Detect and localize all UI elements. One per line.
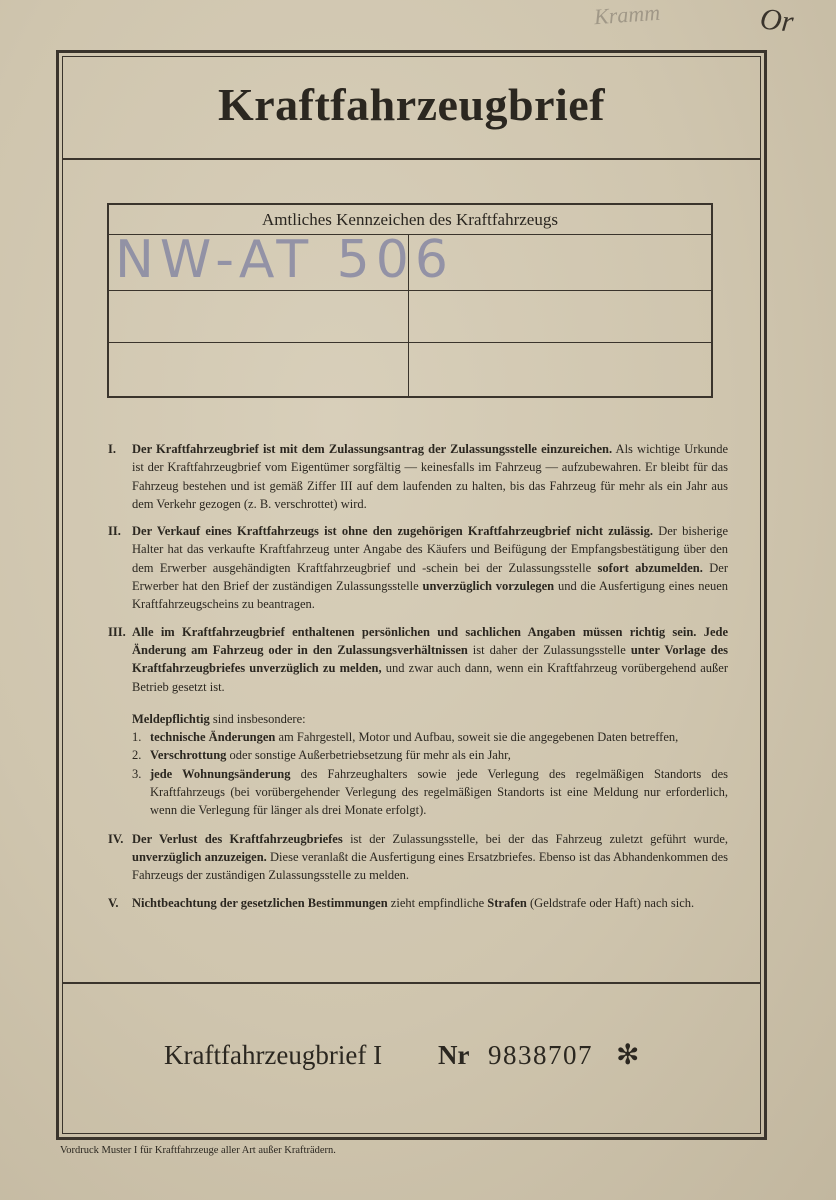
list-item-text: des Fahrzeughalters sowie jede Verlegung des regelmäßigen Standorts des Kraftfahrzeugs (bei vorübergehender Verlegung des regelmäßigen Standorts ist eine Meldung nur erforderlich, wenn die Verlegung für länger als drei Monate erfolgt). — [150, 766, 729, 818]
section-number: III. — [108, 624, 126, 639]
form-imprint: Vordruck Muster I für Kraftfahrzeuge aller Art außer Krafträdern. — [60, 1145, 336, 1156]
section-emphasis: unverzüglich anzuzeigen. — [132, 849, 267, 864]
instructions — [108, 440, 728, 921]
reporting-obligations — [132, 710, 728, 820]
section-body: Der bisherige Halter hat das verkaufte Kraftfahrzeug unter Angabe des Käufers und Beifügung der Empfangsbestätigung über den dem Erwerber ausgehändigten Kraftfahrzeugbrief und -schein bei der Zulassungsstelle — [132, 524, 728, 575]
section-body: (Geldstrafe oder Haft) nach sich. — [530, 895, 695, 910]
list-item — [132, 728, 728, 746]
section-i — [108, 440, 728, 513]
section-body: Als wichtige Urkunde ist der Kraftfahrzeugbrief vom Eigentümer sorgfältig — keinesfalls im Fahrzeug — aufzubewahren. Er bleibt für das Fahrzeug bestehen und ist gemäß Ziffer III auf dem laufenden zu halten, bis das Fahrzeug für mehr als ein Jahr aus dem Verkehr gezogen (z. B. verschrottet) wird. — [132, 442, 728, 511]
reporting-heading-rest: sind insbesondere: — [212, 711, 306, 726]
section-body: ist daher der Zulassungsstelle — [472, 642, 626, 657]
handwritten-note-top: Kramm — [593, 0, 661, 30]
list-item-emphasis: Verschrottung — [150, 748, 227, 763]
section-v — [108, 894, 728, 912]
title-divider — [62, 158, 761, 160]
list-number: 1. — [132, 730, 142, 745]
section-body: Diese veranlaßt die Ausfertigung eines Ersatzbriefes. Ebenso ist das Abhandenkommen des Fahrzeugs der zuständigen Zulassungsstelle zu melden. — [132, 849, 729, 883]
list-number: 2. — [132, 748, 142, 763]
reporting-list — [132, 728, 728, 819]
section-lead: Nichtbeachtung der gesetzlichen Bestimmungen — [132, 895, 388, 910]
star-icon: ✻ — [616, 1040, 640, 1071]
section-lead: Alle im Kraftfahrzeugbrief enthaltenen persönlichen und sachlichen Angaben müssen richtig sein. Jede Änderung am Fahrzeug oder in den Zulassungsverhältnissen — [132, 624, 728, 657]
number-label: Nr — [438, 1040, 470, 1070]
list-item-emphasis: jede Wohnungsänderung — [150, 766, 291, 781]
handwritten-mark-corner: Or — [758, 2, 796, 39]
section-lead: Der Verkauf eines Kraftfahrzeugs ist ohne den zugehörigen Kraftfahrzeugbrief nicht zulässig. — [132, 524, 653, 539]
section-iv — [108, 830, 728, 885]
plate-number-stamp: NW-AT 506 — [115, 230, 454, 290]
document-number: 9838707 — [488, 1040, 593, 1070]
list-number: 3. — [132, 766, 142, 781]
section-body: zieht empfindliche — [390, 895, 485, 910]
section-body: und zwar auch dann, wenn ein Kraftfahrzeug vorübergehend außer Betrieb gesetzt ist. — [132, 661, 729, 694]
section-emphasis: unverzüglich vorzulegen — [422, 579, 555, 594]
reporting-heading: Meldepflichtig — [132, 711, 210, 726]
section-body: und die Ausfertigung eines neuen Kraftfahrzeugscheins zu beantragen. — [132, 579, 729, 612]
document-title: Kraftfahrzeugbrief — [217, 79, 606, 130]
plate-label: Amtliches Kennzeichen des Kraftfahrzeugs — [262, 210, 558, 229]
list-item-text: oder sonstige Außerbetriebsetzung für mehr als ein Jahr, — [229, 748, 511, 763]
section-emphasis: Strafen — [487, 895, 527, 910]
plate-row-line — [107, 290, 713, 291]
plate-row-line — [107, 342, 713, 343]
section-number: IV. — [108, 831, 124, 846]
footer-divider — [62, 982, 761, 984]
list-item-emphasis: technische Änderungen — [150, 730, 276, 745]
section-ii — [108, 522, 728, 613]
list-item-text: am Fahrgestell, Motor und Aufbau, soweit sie die angegebenen Daten betreffen, — [278, 730, 679, 745]
section-emphasis: unter Vorlage des Kraftfahrzeugbriefes unverzüglich zu melden, — [132, 642, 729, 676]
section-number: I. — [108, 442, 116, 456]
list-item — [132, 765, 728, 820]
section-emphasis: sofort abzumelden. — [597, 560, 703, 575]
section-number: II. — [108, 524, 121, 539]
footer-title: Kraftfahrzeugbrief I — [164, 1040, 383, 1070]
section-lead: Der Kraftfahrzeugbrief ist mit dem Zulassungsantrag der Zulassungsstelle einzureichen. — [132, 442, 613, 456]
list-item — [132, 746, 728, 764]
section-body: Der Erwerber hat den Brief der zuständigen Zulassungsstelle — [132, 560, 728, 594]
section-iii — [108, 623, 728, 820]
section-lead: Der Verlust des Kraftfahrzeugbriefes — [132, 831, 343, 846]
section-body: ist der Zulassungsstelle, bei der das Fahrzeug zuletzt geführt wurde, — [350, 831, 728, 846]
section-number: V. — [108, 895, 119, 910]
